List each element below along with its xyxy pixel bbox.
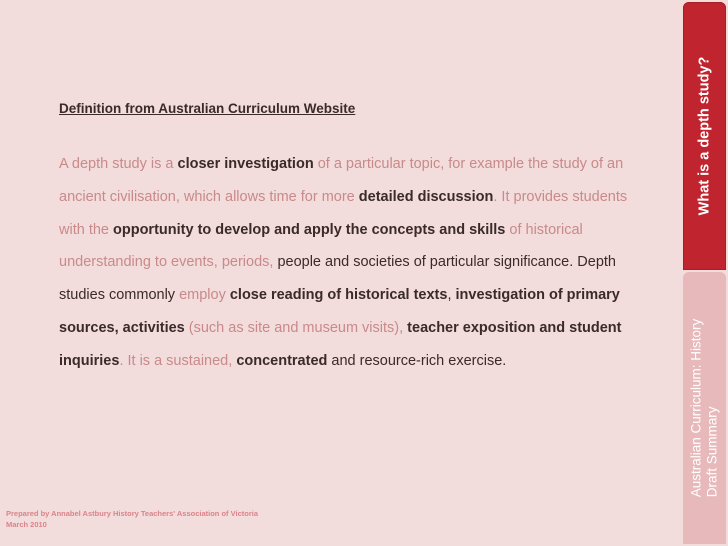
definition-paragraph: [59, 148, 639, 378]
footer-date: March 2010: [6, 520, 47, 529]
text-segment: . It is a sustained,: [119, 352, 237, 369]
text-segment: (such as site and museum visits),: [184, 319, 408, 336]
text-segment: . It provides students with the: [59, 188, 628, 238]
text-segment: A depth study is a: [59, 156, 178, 172]
tab-curriculum-summary[interactable]: [683, 272, 726, 544]
key-phrase: investigation of primary sources, activities: [59, 287, 620, 336]
key-phrase: closer investigation: [177, 156, 314, 172]
text-segment: of historical understanding to events, periods,: [59, 221, 583, 271]
tab-label-line2: Draft Summary: [704, 406, 720, 498]
key-phrase: concentrated: [236, 352, 328, 369]
text-segment: of a particular topic, for example the study of an ancient civilisation, which allows time for more: [59, 156, 624, 205]
tab-label-active: What is a depth study?: [696, 56, 713, 216]
slide-heading: Definition from Australian Curriculum Website: [59, 101, 356, 116]
text-segment: employ: [175, 287, 230, 304]
text-segment: ,: [447, 287, 456, 304]
text-segment: and resource-rich exercise.: [327, 352, 507, 369]
key-phrase: teacher exposition and student inquiries: [59, 319, 622, 369]
key-phrase: opportunity to develop and apply the concepts and skills: [113, 221, 506, 238]
key-phrase: detailed discussion: [358, 188, 494, 205]
text-segment: people and societies of particular significance. Depth studies commonly: [59, 254, 616, 304]
tab-label-line1: Australian Curriculum: History: [688, 318, 704, 498]
key-phrase: close reading of historical texts: [229, 287, 448, 304]
footer-author: Prepared by Annabel Astbury History Teachers' Association of Victoria: [6, 509, 258, 518]
tab-what-is-a-depth-study[interactable]: [683, 2, 726, 270]
footer-credit: [6, 508, 258, 530]
